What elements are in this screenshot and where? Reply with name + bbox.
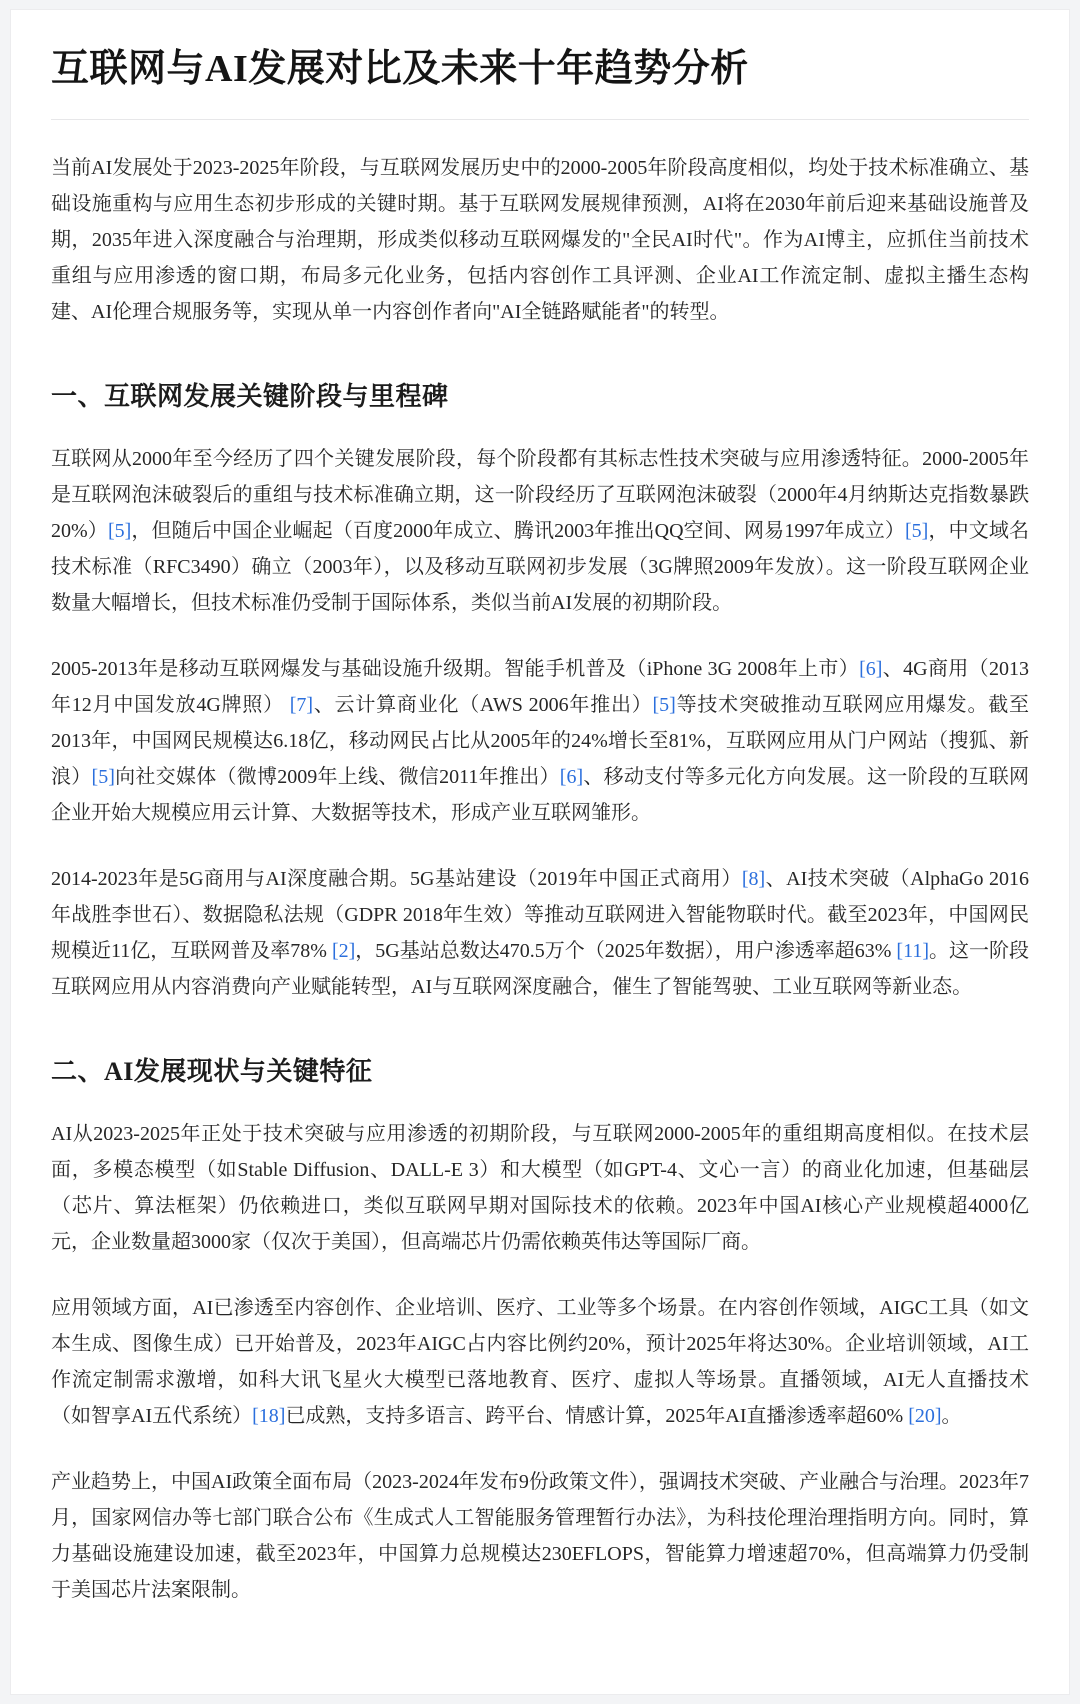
citation-link[interactable]: [8] — [741, 868, 766, 891]
citation-link[interactable]: [5] — [91, 766, 115, 789]
citation-link[interactable]: [5] — [107, 520, 132, 543]
citation-link[interactable]: [5] — [652, 694, 676, 717]
citation-link[interactable]: [6] — [859, 658, 883, 681]
page-title: 互联网与AI发展对比及未来十年趋势分析 — [51, 44, 1029, 120]
paragraph-internet-stage-2: 2005-2013年是移动互联网爆发与基础设施升级期。智能手机普及（iPhone 3G 2008年上市）[6]、4G商用（2013年12月中国发放4G牌照） [7]、云计算商业化（AWS 2006年推出）[5]等技术突破推动互联网应用爆发。截至2013年，中国网民规模达6.18亿，移动网民占比从2005年的24%增长至81%，互联网应用从门户网站（搜狐、新浪）[5]向社交媒体（微博2009年上线、微信2011年推出）[6]、移动支付等多元化方向发展。这一阶段的互联网企业开始大规模应用云计算、大数据等技术，形成产业互联网雏形。 — [51, 658, 1030, 825]
citation-link[interactable]: [20] — [908, 1405, 942, 1428]
paragraph-internet-stage-3: 2014-2023年是5G商用与AI深度融合期。5G基站建设（2019年中国正式商用）[8]、AI技术突破（AlphaGo 2016年战胜李世石）、数据隐私法规（GDPR 2018年生效）等推动互联网进入智能物联时代。截至2023年，中国网民规模近11亿，互联网普及率78% [2]，5G基站总数达470.5万个（2025年数据），用户渗透率超63% [11]。这一阶段互联网应用从内容消费向产业赋能转型，AI与互联网深度融合，催生了智能驾驶、工业互联网等新业态。 — [51, 868, 1029, 999]
citation-link[interactable]: [6] — [559, 766, 584, 789]
paragraph-internet-stage-1: 互联网从2000年至今经历了四个关键发展阶段，每个阶段都有其标志性技术突破与应用渗透特征。2000-2005年是互联网泡沫破裂后的重组与技术标准确立期，这一阶段经历了互联网泡沫破裂（2000年4月纳斯达克指数暴跌20%）[5]，但随后中国企业崛起（百度2000年成立、腾讯2003年推出QQ空间、网易1997年成立）[5]，中文域名技术标准（RFC3490）确立（2003年），以及移动互联网初步发展（3G牌照2009年发放）。这一阶段互联网企业数量大幅增长，但技术标准仍受制于国际体系，类似当前AI发展的初期阶段。 — [51, 448, 1030, 615]
section-heading-ai-status: 二、AI发展现状与关键特征 — [51, 1057, 373, 1087]
section-heading-internet-milestones: 一、互联网发展关键阶段与里程碑 — [51, 382, 449, 412]
citation-link[interactable]: [11] — [896, 940, 929, 963]
citation-link[interactable]: [18] — [252, 1405, 286, 1428]
paragraph-ai-industry-trends: 产业趋势上，中国AI政策全面布局（2023-2024年发布9份政策文件），强调技术突破、产业融合与治理。2023年7月，国家网信办等七部门联合公布《生成式人工智能服务管理暂行办法》，为科技伦理治理指明方向。同时，算力基础设施建设加速，截至2023年，中国算力总规模达230EFLOPS，智能算力增速超70%，但高端算力仍受制于美国芯片法案限制。 — [51, 1471, 1029, 1602]
citation-link[interactable]: [7] — [289, 694, 314, 717]
article-page — [10, 9, 1070, 1695]
intro-paragraph: 当前AI发展处于2023-2025年阶段，与互联网发展历史中的2000-2005年阶段高度相似，均处于技术标准确立、基础设施重构与应用生态初步形成的关键时期。基于互联网发展规律预测，AI将在2030年前后迎来基础设施普及期，2035年进入深度融合与治理期，形成类似移动互联网爆发的"全民AI时代"。作为AI博主，应抓住当前技术重组与应用渗透的窗口期，布局多元化业务，包括内容创作工具评测、企业AI工作流定制、虚拟主播生态构建、AI伦理合规服务等，实现从单一内容创作者向"AI全链路赋能者"的转型。 — [51, 157, 1029, 324]
citation-link[interactable]: [2] — [331, 940, 356, 963]
paragraph-ai-applications: 应用领域方面，AI已渗透至内容创作、企业培训、医疗、工业等多个场景。在内容创作领域，AIGC工具（如文本生成、图像生成）已开始普及，2023年AIGC占内容比例约20%，预计2025年将达30%。企业培训领域，AI工作流定制需求激增，如科大讯飞星火大模型已落地教育、医疗、虚拟人等场景。直播领域，AI无人直播技术（如智享AI五代系统）[18]已成熟，支持多语言、跨平台、情感计算，2025年AI直播渗透率超60% [20]。 — [51, 1297, 1029, 1428]
paragraph-ai-tech-level: AI从2023-2025年正处于技术突破与应用渗透的初期阶段，与互联网2000-2005年的重组期高度相似。在技术层面，多模态模型（如Stable Diffusion、DALL-E 3）和大模型（如GPT-4、文心一言）的商业化加速，但基础层（芯片、算法框架）仍依赖进口，类似互联网早期对国际技术的依赖。2023年中国AI核心产业规模超4000亿元，企业数量超3000家（仅次于美国），但高端芯片仍需依赖英伟达等国际厂商。 — [51, 1123, 1029, 1254]
citation-link[interactable]: [5] — [905, 520, 929, 543]
